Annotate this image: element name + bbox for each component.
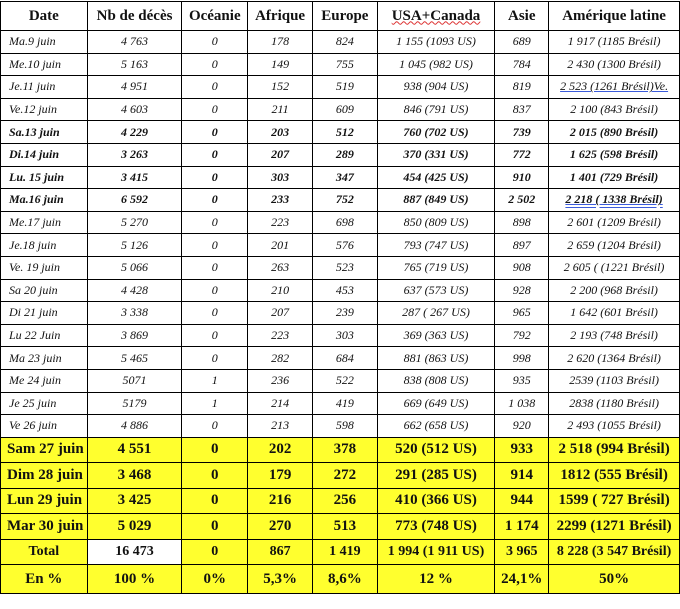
cell-asia: 898 xyxy=(495,211,549,234)
cell-oceania: 0 xyxy=(182,121,248,144)
header-oceania: Océanie xyxy=(182,2,248,31)
cell-usa-canada: 760 (702 US) xyxy=(377,121,495,144)
cell-europe: 419 xyxy=(312,392,377,415)
cell-date: Me.10 juin xyxy=(1,53,88,76)
cell-asia: 772 xyxy=(495,143,549,166)
highlight-row xyxy=(1,463,680,489)
cell-europe: 598 xyxy=(312,415,377,438)
cell-date: Dim 28 juin xyxy=(1,463,88,489)
cell-deaths: 3 869 xyxy=(87,324,182,347)
cell-asia: 998 xyxy=(495,347,549,370)
cell-asia: 910 xyxy=(495,166,549,189)
cell-date: Di 21 juin xyxy=(1,302,88,325)
percent-asia: 24,1% xyxy=(495,565,549,594)
cell-latin-america: 2 518 (994 Brésil) xyxy=(549,437,680,463)
cell-date: Ma.9 juin xyxy=(1,31,88,54)
cell-asia: 935 xyxy=(495,369,549,392)
cell-date: Lu 22 Juin xyxy=(1,324,88,347)
cell-europe: 576 xyxy=(312,234,377,257)
cell-usa-canada: 662 (658 US) xyxy=(377,415,495,438)
cell-africa: 207 xyxy=(248,143,313,166)
cell-date: Ve 26 juin xyxy=(1,415,88,438)
cell-date: Sa.13 juin xyxy=(1,121,88,144)
cell-asia: 1 038 xyxy=(495,392,549,415)
cell-deaths: 5 126 xyxy=(87,234,182,257)
percent-usa-canada: 12 % xyxy=(377,565,495,594)
cell-usa-canada: 887 (849 US) xyxy=(377,189,495,212)
cell-africa: 214 xyxy=(248,392,313,415)
table-row xyxy=(1,31,680,54)
cell-africa: 216 xyxy=(248,488,313,514)
table-row xyxy=(1,302,680,325)
cell-deaths: 4 551 xyxy=(87,437,182,463)
cell-oceania: 0 xyxy=(182,166,248,189)
total-usa-canada: 1 994 (1 911 US) xyxy=(377,539,495,565)
cell-europe: 755 xyxy=(312,53,377,76)
percent-latin-america: 50% xyxy=(549,565,680,594)
cell-asia: 944 xyxy=(495,488,549,514)
cell-oceania: 0 xyxy=(182,302,248,325)
cell-deaths: 5 066 xyxy=(87,256,182,279)
header-usa-canada: USA+Canada xyxy=(377,2,495,31)
cell-deaths: 4 428 xyxy=(87,279,182,302)
cell-europe: 289 xyxy=(312,143,377,166)
cell-latin-america: 1812 (555 Brésil) xyxy=(549,463,680,489)
cell-asia: 908 xyxy=(495,256,549,279)
cell-asia: 965 xyxy=(495,302,549,325)
cell-africa: 202 xyxy=(248,437,313,463)
header-asia: Asie xyxy=(495,2,549,31)
cell-oceania: 0 xyxy=(182,31,248,54)
cell-date: Je 25 juin xyxy=(1,392,88,415)
cell-date: Sa 20 juin xyxy=(1,279,88,302)
cell-date: Ma.16 juin xyxy=(1,189,88,212)
cell-date: Sam 27 juin xyxy=(1,437,88,463)
total-oceania: 0 xyxy=(182,539,248,565)
cell-africa: 303 xyxy=(248,166,313,189)
cell-europe: 512 xyxy=(312,121,377,144)
cell-latin-america: 2 493 (1055 Brésil) xyxy=(549,415,680,438)
cell-deaths: 3 415 xyxy=(87,166,182,189)
cell-latin-america: 2 015 (890 Brésil) xyxy=(549,121,680,144)
cell-date: Lun 29 juin xyxy=(1,488,88,514)
cell-deaths: 4 763 xyxy=(87,31,182,54)
cell-deaths: 5 029 xyxy=(87,514,182,540)
cell-europe: 522 xyxy=(312,369,377,392)
cell-usa-canada: 370 (331 US) xyxy=(377,143,495,166)
cell-latin-america: 1 917 (1185 Brésil) xyxy=(549,31,680,54)
table-row xyxy=(1,143,680,166)
cell-usa-canada: 846 (791 US) xyxy=(377,98,495,121)
table-row xyxy=(1,189,680,212)
cell-europe: 239 xyxy=(312,302,377,325)
table-row xyxy=(1,415,680,438)
table-row xyxy=(1,347,680,370)
cell-oceania: 0 xyxy=(182,324,248,347)
cell-usa-canada: 793 (747 US) xyxy=(377,234,495,257)
cell-europe: 378 xyxy=(312,437,377,463)
cell-oceania: 0 xyxy=(182,189,248,212)
percent-africa: 5,3% xyxy=(248,565,313,594)
cell-date: Je.18 juin xyxy=(1,234,88,257)
header-europe: Europe xyxy=(312,2,377,31)
cell-asia: 819 xyxy=(495,76,549,99)
cell-deaths: 5179 xyxy=(87,392,182,415)
cell-europe: 752 xyxy=(312,189,377,212)
cell-date: Ma 23 juin xyxy=(1,347,88,370)
table-row xyxy=(1,166,680,189)
cell-deaths: 5 465 xyxy=(87,347,182,370)
cell-latin-america: 1 625 (598 Brésil) xyxy=(549,143,680,166)
cell-africa: 152 xyxy=(248,76,313,99)
cell-europe: 523 xyxy=(312,256,377,279)
header-africa: Afrique xyxy=(248,2,313,31)
cell-date: Me 24 juin xyxy=(1,369,88,392)
cell-asia: 792 xyxy=(495,324,549,347)
cell-usa-canada: 669 (649 US) xyxy=(377,392,495,415)
cell-oceania: 1 xyxy=(182,369,248,392)
header-latin-america: Amérique latine xyxy=(549,2,680,31)
cell-asia: 933 xyxy=(495,437,549,463)
cell-europe: 453 xyxy=(312,279,377,302)
cell-europe: 303 xyxy=(312,324,377,347)
percent-label: En % xyxy=(1,565,88,594)
cell-europe: 519 xyxy=(312,76,377,99)
highlight-row xyxy=(1,514,680,540)
cell-europe: 272 xyxy=(312,463,377,489)
cell-europe: 698 xyxy=(312,211,377,234)
cell-latin-america: 2 605 ( (1221 Brésil) xyxy=(549,256,680,279)
cell-africa: 203 xyxy=(248,121,313,144)
cell-europe: 256 xyxy=(312,488,377,514)
table-row xyxy=(1,324,680,347)
cell-deaths: 6 592 xyxy=(87,189,182,212)
cell-latin-america: 2 523 (1261 Brésil)Ve. xyxy=(549,76,680,99)
cell-date: Je.11 juin xyxy=(1,76,88,99)
cell-asia: 2 502 xyxy=(495,189,549,212)
table-row xyxy=(1,53,680,76)
total-row xyxy=(1,539,680,565)
table-row xyxy=(1,392,680,415)
percent-europe: 8,6% xyxy=(312,565,377,594)
cell-europe: 609 xyxy=(312,98,377,121)
cell-usa-canada: 410 (366 US) xyxy=(377,488,495,514)
cell-oceania: 0 xyxy=(182,256,248,279)
cell-usa-canada: 1 155 (1093 US) xyxy=(377,31,495,54)
cell-usa-canada: 369 (363 US) xyxy=(377,324,495,347)
cell-asia: 928 xyxy=(495,279,549,302)
cell-usa-canada: 881 (863 US) xyxy=(377,347,495,370)
cell-oceania: 0 xyxy=(182,514,248,540)
cell-usa-canada: 637 (573 US) xyxy=(377,279,495,302)
cell-africa: 236 xyxy=(248,369,313,392)
cell-deaths: 3 263 xyxy=(87,143,182,166)
cell-asia: 784 xyxy=(495,53,549,76)
header-date: Date xyxy=(1,2,88,31)
cell-date: Mar 30 juin xyxy=(1,514,88,540)
covid-deaths-table xyxy=(0,1,680,594)
table-row xyxy=(1,98,680,121)
cell-usa-canada: 765 (719 US) xyxy=(377,256,495,279)
cell-usa-canada: 850 (809 US) xyxy=(377,211,495,234)
cell-africa: 233 xyxy=(248,189,313,212)
cell-latin-america: 2 620 (1364 Brésil) xyxy=(549,347,680,370)
cell-africa: 178 xyxy=(248,31,313,54)
highlight-row xyxy=(1,437,680,463)
cell-deaths: 4 951 xyxy=(87,76,182,99)
cell-europe: 347 xyxy=(312,166,377,189)
cell-asia: 914 xyxy=(495,463,549,489)
cell-europe: 513 xyxy=(312,514,377,540)
cell-date: Di.14 juin xyxy=(1,143,88,166)
header-deaths: Nb de décès xyxy=(87,2,182,31)
cell-africa: 179 xyxy=(248,463,313,489)
total-latin-america: 8 228 (3 547 Brésil) xyxy=(549,539,680,565)
cell-asia: 739 xyxy=(495,121,549,144)
highlight-row xyxy=(1,488,680,514)
table-row xyxy=(1,76,680,99)
cell-latin-america: 2 601 (1209 Brésil) xyxy=(549,211,680,234)
total-deaths: 16 473 xyxy=(87,539,182,565)
cell-deaths: 3 468 xyxy=(87,463,182,489)
cell-asia: 689 xyxy=(495,31,549,54)
cell-asia: 837 xyxy=(495,98,549,121)
table-row xyxy=(1,234,680,257)
table-row xyxy=(1,211,680,234)
cell-latin-america: 2 100 (843 Brésil) xyxy=(549,98,680,121)
cell-africa: 282 xyxy=(248,347,313,370)
cell-africa: 210 xyxy=(248,279,313,302)
header-row xyxy=(1,2,680,31)
cell-oceania: 0 xyxy=(182,279,248,302)
percent-deaths: 100 % xyxy=(87,565,182,594)
table-row xyxy=(1,279,680,302)
cell-africa: 223 xyxy=(248,324,313,347)
cell-usa-canada: 520 (512 US) xyxy=(377,437,495,463)
cell-deaths: 3 425 xyxy=(87,488,182,514)
cell-oceania: 0 xyxy=(182,76,248,99)
cell-africa: 263 xyxy=(248,256,313,279)
cell-latin-america: 2 193 (748 Brésil) xyxy=(549,324,680,347)
cell-latin-america: 2539 (1103 Brésil) xyxy=(549,369,680,392)
percent-oceania: 0% xyxy=(182,565,248,594)
table-row xyxy=(1,369,680,392)
cell-latin-america: 2299 (1271 Brésil) xyxy=(549,514,680,540)
cell-africa: 207 xyxy=(248,302,313,325)
cell-usa-canada: 938 (904 US) xyxy=(377,76,495,99)
cell-asia: 897 xyxy=(495,234,549,257)
cell-date: Ve. 19 juin xyxy=(1,256,88,279)
cell-latin-america: 1 642 (601 Brésil) xyxy=(549,302,680,325)
cell-oceania: 0 xyxy=(182,98,248,121)
cell-latin-america: 2 659 (1204 Brésil) xyxy=(549,234,680,257)
cell-date: Ve.12 juin xyxy=(1,98,88,121)
cell-oceania: 0 xyxy=(182,415,248,438)
cell-deaths: 5 270 xyxy=(87,211,182,234)
total-africa: 867 xyxy=(248,539,313,565)
cell-oceania: 0 xyxy=(182,211,248,234)
cell-date: Lu. 15 juin xyxy=(1,166,88,189)
table-row xyxy=(1,256,680,279)
cell-usa-canada: 454 (425 US) xyxy=(377,166,495,189)
cell-oceania: 0 xyxy=(182,143,248,166)
cell-oceania: 0 xyxy=(182,437,248,463)
total-asia: 3 965 xyxy=(495,539,549,565)
cell-usa-canada: 838 (808 US) xyxy=(377,369,495,392)
total-europe: 1 419 xyxy=(312,539,377,565)
cell-europe: 684 xyxy=(312,347,377,370)
cell-latin-america: 2 218 ( 1338 Brésil) xyxy=(549,189,680,212)
cell-usa-canada: 287 ( 267 US) xyxy=(377,302,495,325)
cell-latin-america: 2 430 (1300 Brésil) xyxy=(549,53,680,76)
cell-latin-america: 1599 ( 727 Brésil) xyxy=(549,488,680,514)
cell-deaths: 5 163 xyxy=(87,53,182,76)
cell-africa: 270 xyxy=(248,514,313,540)
cell-europe: 824 xyxy=(312,31,377,54)
cell-africa: 201 xyxy=(248,234,313,257)
cell-deaths: 3 338 xyxy=(87,302,182,325)
cell-latin-america: 2 200 (968 Brésil) xyxy=(549,279,680,302)
cell-oceania: 0 xyxy=(182,53,248,76)
cell-africa: 223 xyxy=(248,211,313,234)
cell-latin-america: 1 401 (729 Brésil) xyxy=(549,166,680,189)
cell-deaths: 4 229 xyxy=(87,121,182,144)
cell-deaths: 4 886 xyxy=(87,415,182,438)
percent-row xyxy=(1,565,680,594)
cell-usa-canada: 1 045 (982 US) xyxy=(377,53,495,76)
total-label: Total xyxy=(1,539,88,565)
cell-africa: 149 xyxy=(248,53,313,76)
cell-oceania: 0 xyxy=(182,234,248,257)
cell-africa: 213 xyxy=(248,415,313,438)
cell-oceania: 0 xyxy=(182,347,248,370)
cell-latin-america: 2838 (1180 Brésil) xyxy=(549,392,680,415)
cell-oceania: 0 xyxy=(182,463,248,489)
cell-deaths: 4 603 xyxy=(87,98,182,121)
cell-usa-canada: 773 (748 US) xyxy=(377,514,495,540)
cell-asia: 920 xyxy=(495,415,549,438)
cell-oceania: 1 xyxy=(182,392,248,415)
cell-usa-canada: 291 (285 US) xyxy=(377,463,495,489)
cell-date: Me.17 juin xyxy=(1,211,88,234)
cell-deaths: 5071 xyxy=(87,369,182,392)
cell-africa: 211 xyxy=(248,98,313,121)
table-row xyxy=(1,121,680,144)
cell-asia: 1 174 xyxy=(495,514,549,540)
cell-oceania: 0 xyxy=(182,488,248,514)
